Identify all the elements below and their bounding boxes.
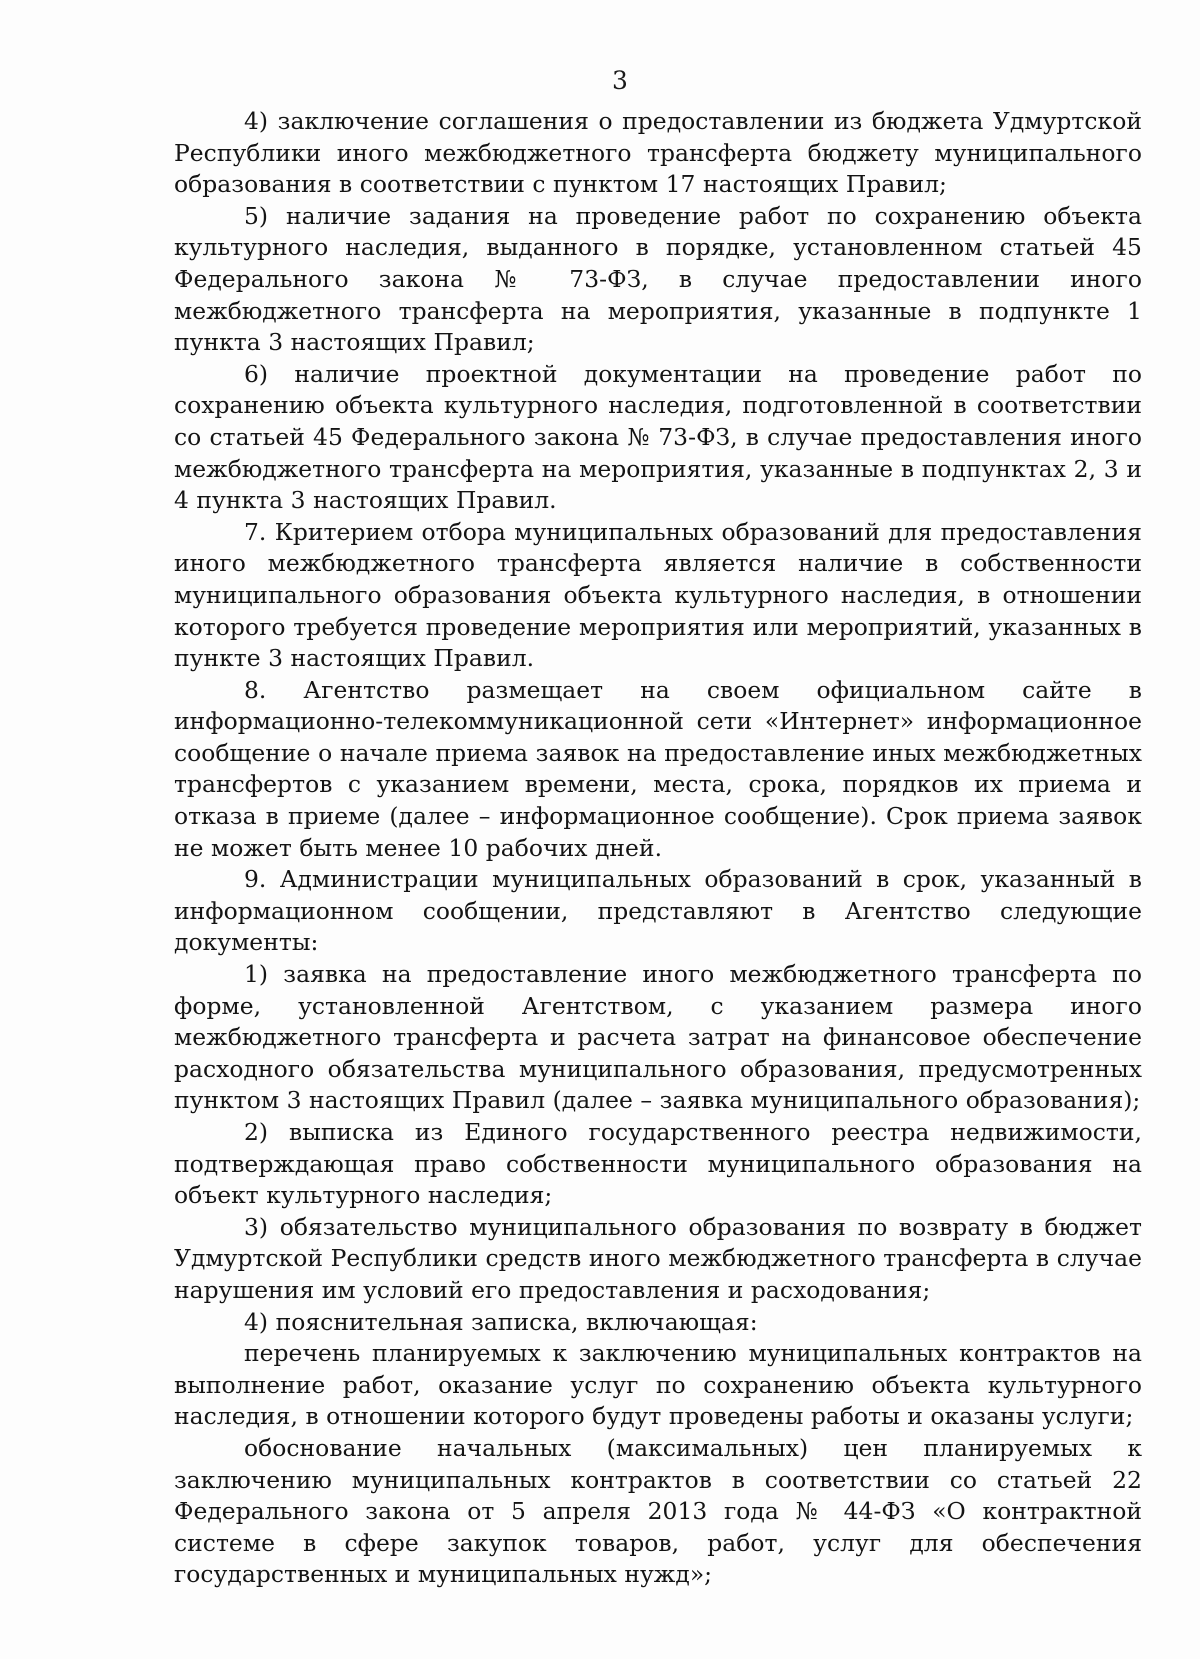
paragraph-item-5-assignment: 5) наличие задания на проведение работ по сохранению объекта культурного наследия, выданного в порядке, установленном статьей 45 Федерального закона № 73-ФЗ, в случае предоставлении иного межбюджетного трансферта на мероприятия, указанные в подпункте 1 пункта 3 настоящих Правил; xyxy=(174,201,1142,357)
page-number: 3 xyxy=(612,66,628,95)
document-body xyxy=(174,106,1142,1591)
paragraph-contracts-list: перечень планируемых к заключению муниципальных контрактов на выполнение работ, оказание услуг по сохранению объекта культурного наследия, в отношении которого будут проведены работы и оказаны услуги; xyxy=(174,1339,1142,1431)
paragraph-doc-1-application: 1) заявка на предоставление иного межбюджетного трансферта по форме, установленной Агентством, с указанием размера иного межбюджетного трансферта и расчета затрат на финансовое обеспечение расходного обязательства муниципального образования, предусмотренных пунктом 3 настоящих Правил (далее – заявка муниципального образования); xyxy=(174,960,1142,1115)
paragraph-doc-4-note: 4) пояснительная записка, включающая: xyxy=(244,1307,758,1336)
paragraph-clause-7: 7. Критерием отбора муниципальных образований для предоставления иного межбюджетного трансферта является наличие в собственности муниципального образования объекта культурного наследия, в отношении которого требуется проведение мероприятия или мероприятий, указанных в пункте 3 настоящих Правил. xyxy=(174,517,1142,673)
paragraph-item-6-project-docs: 6) наличие проектной документации на проведение работ по сохранению объекта культурного наследия, подготовленной в соответствии со статьей 45 Федерального закона № 73-ФЗ, в случае предоставления иного межбюджетного трансферта на мероприятия, указанные в подпунктах 2, 3 и 4 пункта 3 настоящих Правил. xyxy=(174,359,1142,515)
paragraph-item-4-agreement: 4) заключение соглашения о предоставлении из бюджета Удмуртской Республики иного межбюджетного трансферта бюджету муниципального образования в соответствии с пунктом 17 настоящих Правил; xyxy=(174,107,1142,199)
paragraph-price-justification: обоснование начальных (максимальных) цен планируемых к заключению муниципальных контрактов в соответствии со статьей 22 Федерального закона от 5 апреля 2013 года № 44-ФЗ «О контрактной системе в сфере закупок товаров, работ, услуг для обеспечения государственных и муниципальных нужд»; xyxy=(174,1433,1142,1589)
paragraph-clause-9: 9. Администрации муниципальных образований в срок, указанный в информационном сообщении, представляют в Агентство следующие документы: xyxy=(174,865,1142,957)
paragraph-doc-3-obligation: 3) обязательство муниципального образования по возврату в бюджет Удмуртской Республики средств иного межбюджетного трансферта в случае нарушения им условий его предоставления и расходования; xyxy=(174,1212,1142,1304)
paragraph-clause-8: 8. Агентство размещает на своем официальном сайте в информационно-телекоммуникационной сети «Интернет» информационное сообщение о начале приема заявок на предоставление иных межбюджетных трансфертов с указанием времени, места, срока, порядков их приема и отказа в приеме (далее – информационное сообщение). Срок приема заявок не может быть менее 10 рабочих дней. xyxy=(174,675,1142,862)
paragraph-doc-2-extract: 2) выписка из Единого государственного реестра недвижимости, подтверждающая право собственности муниципального образования на объект культурного наследия; xyxy=(174,1118,1142,1210)
